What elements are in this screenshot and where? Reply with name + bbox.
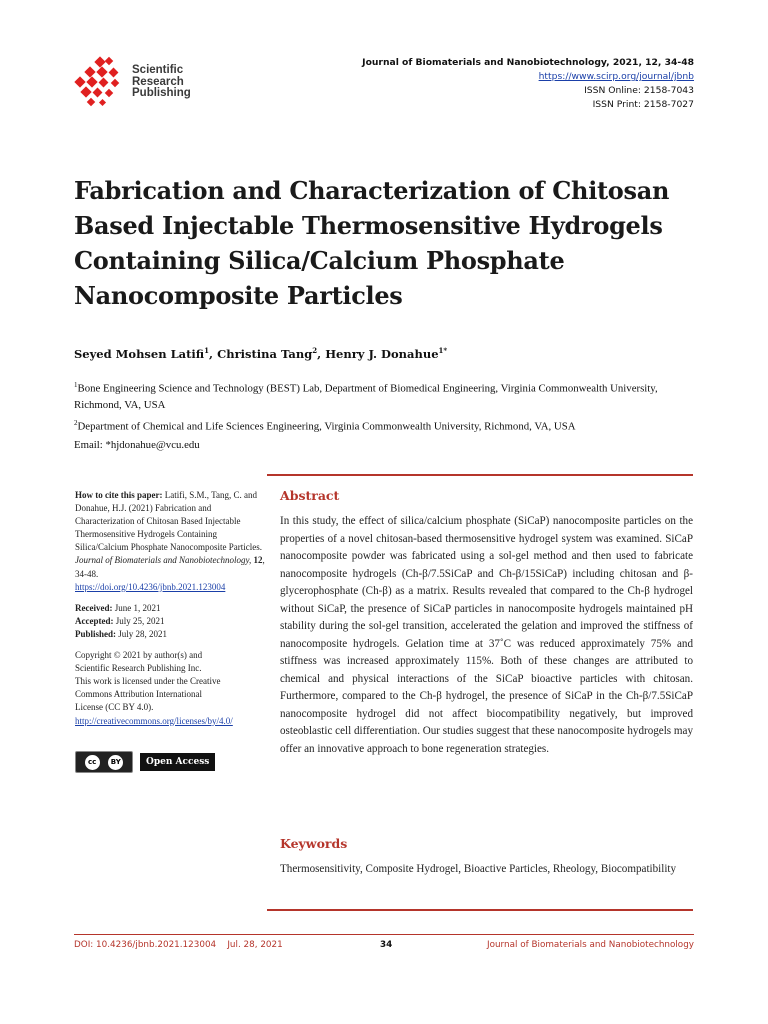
affiliation-2: [74, 415, 694, 435]
keywords-text: Thermosensitivity, Composite Hydrogel, Bioactive Particles, Rheology, Biocompatibility: [280, 863, 677, 875]
abstract-top-rule: [267, 474, 693, 476]
dates: [75, 602, 265, 641]
received-date: June 1, 2021: [114, 602, 161, 613]
page-number: 34: [380, 940, 393, 950]
copyright-line: Scientific Research Publishing Inc.: [75, 663, 202, 674]
issn-online: ISSN Online: 2158-7043: [584, 85, 694, 96]
cite-label: How to cite this paper:: [75, 490, 163, 500]
journal-info: [362, 56, 694, 112]
publisher-name-line: Scientific: [132, 64, 184, 76]
published-date: July 28, 2021: [118, 628, 168, 639]
footer-rule: [74, 934, 694, 935]
contact-email: Email: *hjdonahue@vcu.edu: [74, 439, 200, 452]
publisher-name-line: Research: [132, 75, 184, 88]
affiliation-sup: 1: [74, 381, 78, 389]
author-name: Christina Tang: [217, 346, 313, 361]
copyright-line: License (CC BY 4.0).: [75, 702, 154, 713]
keywords-heading: Keywords: [280, 836, 348, 851]
affiliation-text: Bone Engineering Science and Technology (BEST) Lab, Department of Biomedical Engineering, Virginia Commonwealth University, Richmond, VA, USA: [74, 382, 658, 411]
accepted-date: July 25, 2021: [115, 615, 165, 626]
affiliation-sup: 2: [74, 418, 78, 427]
copyright: [75, 649, 265, 728]
abstract-bottom-rule: [267, 909, 693, 911]
affiliations: [74, 377, 694, 453]
author-sup: 1*: [438, 346, 448, 355]
citation-sidebar: [75, 489, 265, 728]
affiliation-text: Department of Chemical and Life Sciences Engineering, Virginia Commonwealth University, Richmond, VA, USA: [77, 420, 576, 433]
journal-url-link[interactable]: https://www.scirp.org/journal/jbnb: [538, 71, 694, 82]
cite-text: Latifi, S.M., Tang, C. and Donahue, H.J. (2021) Fabrication and Characterization of Chitosan Based Injectable Thermosensitive Hydrogels Containing Silica/Calcium Phosphate Nanocomposite Particles.: [75, 490, 262, 553]
cite-journal: Journal of Biomaterials and Nanobiotechnology,: [75, 555, 252, 566]
author-name: Seyed Mohsen Latifi: [74, 346, 205, 361]
abstract-text: In this study, the effect of silica/calcium phosphate (SiCaP) nanocomposite particles on the properties of a novel chitosan-based thermosensitive hydrogel system was examined. SiCaP nanocomposite powder was fabricated using a sol-gel method and then used to fabricate nanocomposite hydrogels (Ch-β/7.5SiCaP and Ch-β/15SiCaP) including chitosan and β-glycerophosphate (Ch-β) as a matrix. Results revealed that compared to the Ch-β hydrogel without SiCaP, the presence of SiCaP particles in nanocomposite hydrogels maintained pH stability during the sol-gel transition, accelerated the gelation and improved the stiffness of nanocomposite hydrogels. Gelation time at 37˚C was reduced approximately 75% and stiffness was increased approximately 115%. Both of these changes are attributed to chemical and physical interactions of the SiCaP bioactive particles with chitosan. Furthermore, compared to the Ch-β hydrogel, the presence of SiCaP in the Ch-β/7.5SiCaP nanocomposite hydrogel did not affect biocompatibility negatively, but improved osteoblastic cell differentiation. Our studies suggest that these nanocomposite hydrogels may offer an innovative approach to bone regeneration strategies.: [280, 515, 693, 755]
author-list: Seyed Mohsen Latifi$^1$, Christina Tang$^2$, Henry J. Donahue$^{1*}$: [74, 346, 448, 361]
cite-doi-link[interactable]: https://doi.org/10.4236/jbnb.2021.123004: [75, 581, 226, 592]
copyright-line: This work is licensed under the Creative: [75, 676, 221, 687]
publisher-name: [132, 65, 191, 100]
publisher-name-line: Publishing: [132, 87, 191, 99]
title-line: Nanocomposite Particles: [74, 281, 403, 310]
copyright-line: Copyright © 2021 by author(s) and: [75, 650, 203, 661]
accepted-label: Accepted:: [75, 615, 114, 626]
license-link[interactable]: http://creativecommons.org/licenses/by/4.0/: [75, 715, 233, 726]
cc-icon: cc: [85, 755, 100, 770]
publisher-logo-icon: [74, 56, 130, 112]
cite-pages: , 34-48.: [75, 555, 265, 579]
author-name: Henry J. Donahue: [325, 346, 439, 361]
title-line: Based Injectable Thermosensitive Hydrogels: [74, 211, 663, 240]
abstract-heading: Abstract: [280, 488, 340, 503]
copyright-line: Commons Attribution International: [75, 689, 202, 700]
title-line: Containing Silica/Calcium Phosphate: [74, 246, 565, 275]
affiliation-1: [74, 377, 694, 413]
footer-doi: DOI: 10.4236/jbnb.2021.123004 Jul. 28, 2021: [74, 940, 283, 950]
paper-title: [74, 173, 714, 313]
title-line: Fabrication and Characterization of Chitosan: [74, 176, 670, 205]
publisher-logo: [74, 56, 204, 112]
by-icon: BY: [108, 755, 123, 770]
journal-citation: Journal of Biomaterials and Nanobiotechnology, 2021, 12, 34-48: [362, 57, 694, 68]
author-sup: 1: [204, 346, 210, 355]
footer-journal: Journal of Biomaterials and Nanobiotechnology: [487, 940, 694, 950]
issn-print: ISSN Print: 2158-7027: [592, 99, 694, 110]
license-badges: [75, 750, 215, 774]
how-to-cite: [75, 489, 265, 594]
author-sup: 2: [312, 346, 318, 355]
cite-volume: 12: [253, 555, 263, 566]
received-label: Received:: [75, 602, 113, 613]
cc-by-badge[interactable]: [75, 751, 133, 773]
published-label: Published:: [75, 628, 117, 639]
open-access-badge: Open Access: [140, 753, 215, 771]
